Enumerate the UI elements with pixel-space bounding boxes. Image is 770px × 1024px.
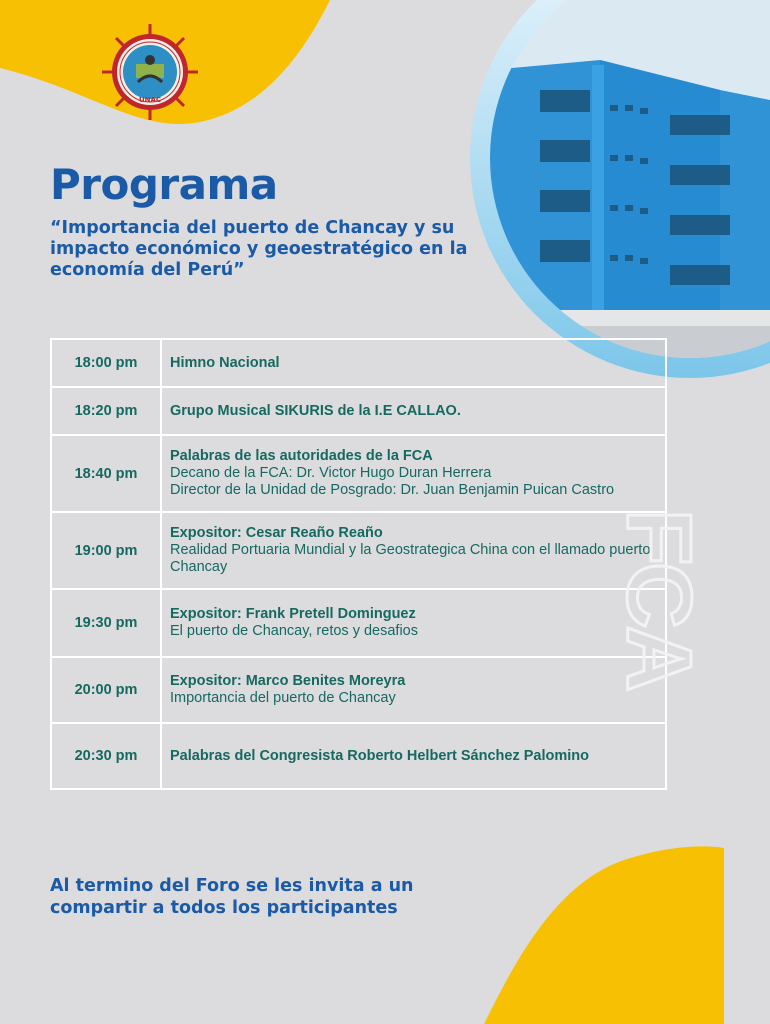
schedule-item-heading: Palabras del Congresista Roberto Helbert Sánchez Palomino: [170, 747, 589, 764]
schedule-row: [51, 435, 666, 512]
schedule-item-heading: Expositor: Cesar Reaño Reaño: [170, 525, 383, 541]
schedule-row: [51, 657, 666, 723]
schedule-item-heading: Himno Nacional: [170, 354, 280, 371]
schedule-row: [51, 723, 666, 789]
schedule-time: 18:00 pm: [51, 339, 161, 387]
schedule-time: 20:30 pm: [51, 723, 161, 789]
schedule-row: [51, 512, 666, 589]
schedule-description: [161, 589, 666, 657]
building-photo: [470, 0, 770, 390]
page-title: Programa: [50, 160, 278, 209]
closing-invitation: Al termino del Foro se les invita a un compartir a todos los participantes: [50, 876, 414, 918]
schedule-item-detail: Director de la Unidad de Posgrado: Dr. Juan Benjamin Puican Castro: [170, 482, 615, 498]
schedule-item-heading: Grupo Musical SIKURIS de la I.E CALLAO.: [170, 402, 461, 419]
schedule-item-detail: El puerto de Chancay, retos y desafios: [170, 623, 418, 639]
schedule-description: [161, 339, 666, 387]
schedule-time: 18:20 pm: [51, 387, 161, 435]
schedule-description: [161, 723, 666, 789]
schedule-description: [161, 657, 666, 723]
faculty-logo: [100, 22, 200, 122]
schedule-time: 19:30 pm: [51, 589, 161, 657]
schedule-description: [161, 435, 666, 512]
schedule-description: [161, 512, 666, 589]
schedule-item-heading: Expositor: Marco Benites Moreyra: [170, 673, 406, 689]
schedule-row: [51, 387, 666, 435]
schedule-time: 20:00 pm: [51, 657, 161, 723]
yellow-wave-bottom-decoration: [484, 844, 724, 1024]
schedule-item-detail: Realidad Portuaria Mundial y la Geostrategica China con el llamado puerto Chancay: [170, 542, 651, 575]
fca-watermark: [608, 505, 710, 719]
schedule-table: [50, 338, 667, 790]
schedule-item-heading: Expositor: Frank Pretell Dominguez: [170, 606, 416, 622]
schedule-item-detail: Importancia del puerto de Chancay: [170, 690, 396, 706]
schedule-item-heading: Palabras de las autoridades de la FCA: [170, 448, 433, 464]
schedule-time: 18:40 pm: [51, 435, 161, 512]
schedule-time: 19:00 pm: [51, 512, 161, 589]
schedule-row: [51, 589, 666, 657]
schedule-item-detail: Decano de la FCA: Dr. Victor Hugo Duran Herrera: [170, 465, 492, 481]
event-subtitle: “Importancia del puerto de Chancay y su impacto económico y geoestratégico en la economía del Perú”: [50, 218, 468, 280]
schedule-row: [51, 339, 666, 387]
schedule-description: [161, 387, 666, 435]
logo-label: UNAC: [138, 96, 162, 104]
fca-watermark-text: FCA: [608, 509, 710, 690]
